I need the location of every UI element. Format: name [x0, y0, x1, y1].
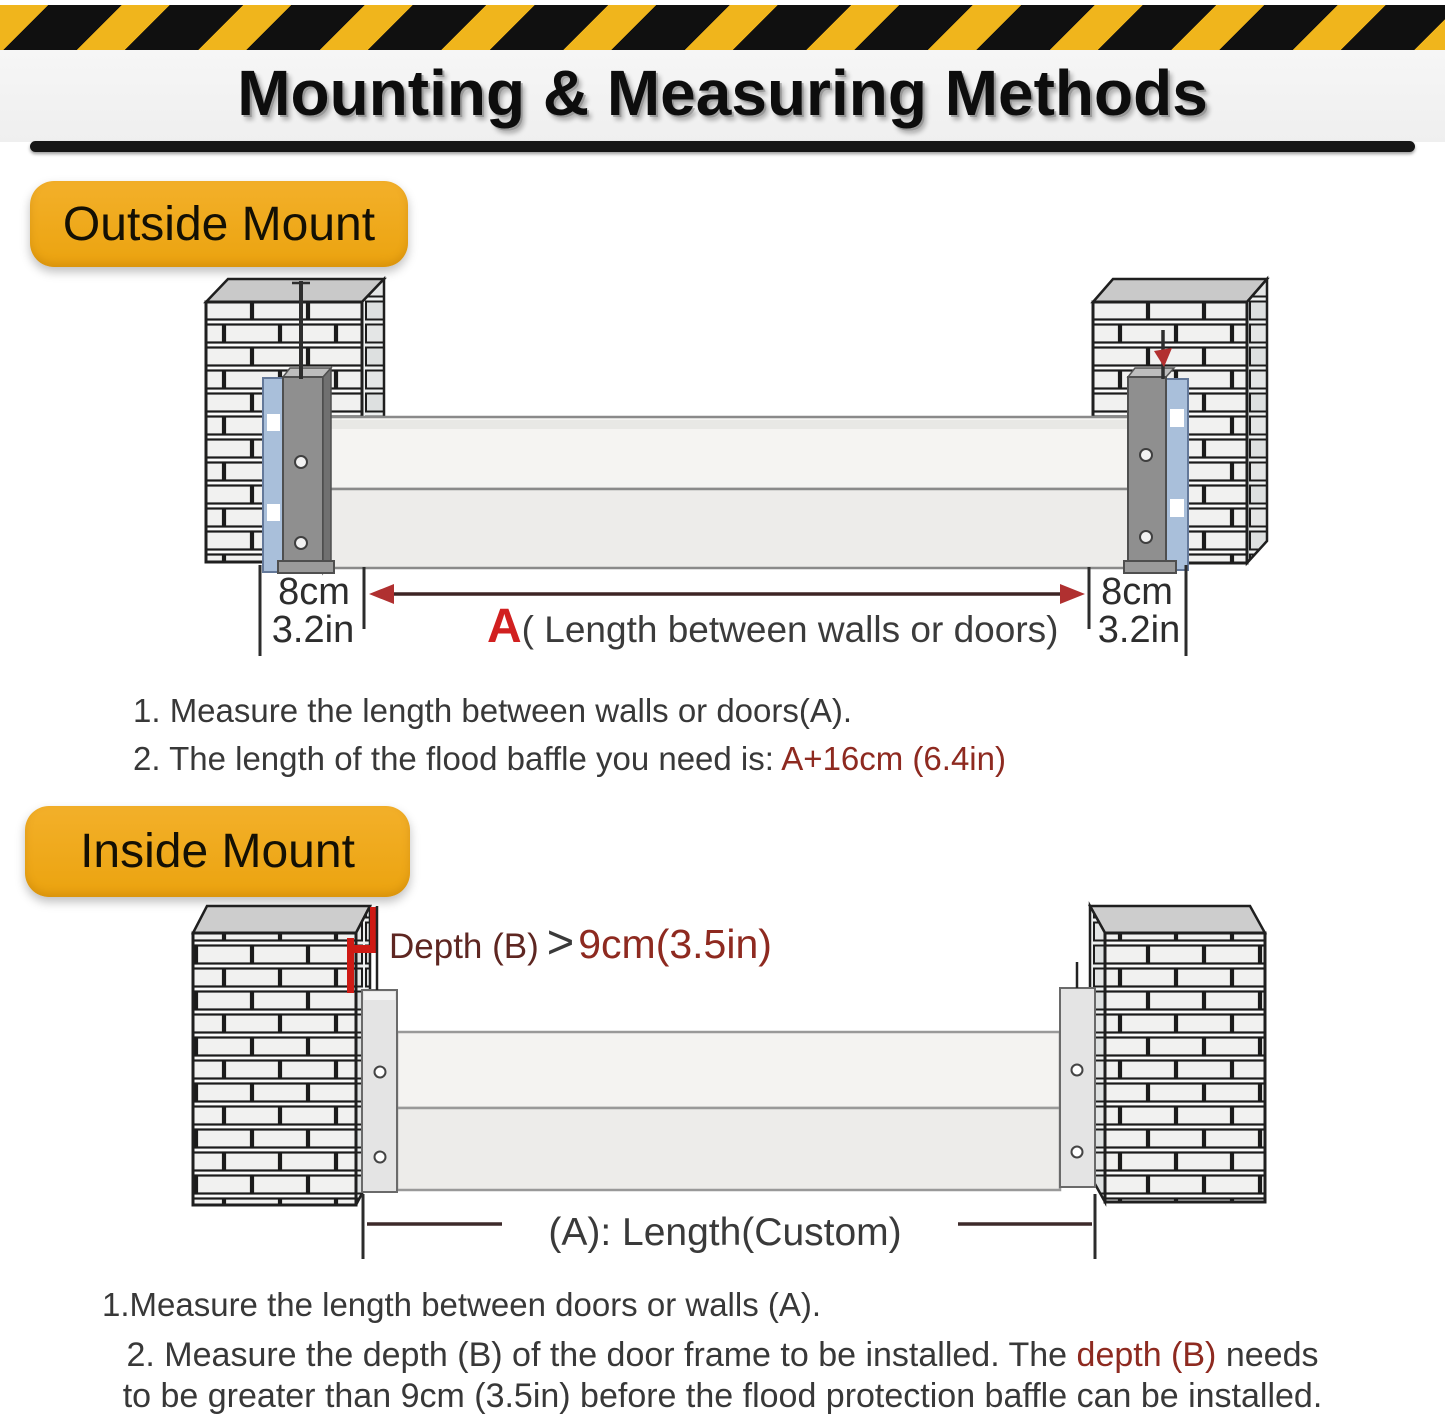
arrowhead-left	[369, 584, 394, 604]
inside-mount-badge	[25, 806, 410, 897]
depth-label: Depth (B)	[389, 927, 539, 966]
depth-value: 9cm(3.5in)	[578, 921, 772, 967]
inside-mount-badge-label: Inside Mount	[80, 825, 355, 878]
screw	[1072, 1147, 1083, 1158]
length-letter: A	[487, 600, 522, 653]
bracket-top-bevel	[1128, 368, 1174, 377]
seal-hole	[267, 504, 280, 521]
screw	[295, 456, 307, 468]
bracket-edge	[323, 368, 331, 573]
inside-step-2-line1	[55, 1335, 1390, 1376]
screw	[375, 1067, 386, 1078]
outside-step-2-formula: A+16cm (6.4in)	[781, 740, 1006, 777]
inside-length-label: (A): Length(Custom)	[548, 1211, 902, 1254]
barrier-board-bottom	[397, 1108, 1060, 1190]
inside-step-2-line2: to be greater than 9cm (3.5in) before the flood protection baffle can be installed.	[122, 1376, 1323, 1415]
page-title: Mounting & Measuring Methods	[237, 57, 1208, 129]
barrier-top-shade	[326, 420, 1130, 429]
flood-barrier-inside	[397, 1032, 1060, 1190]
right-gap-cm-label: 8cm	[1101, 571, 1173, 613]
pillar-top-face	[1090, 906, 1265, 933]
depth-annotation	[389, 914, 772, 969]
flood-barrier-outside	[323, 417, 1133, 568]
outside-step-2-text: 2. The length of the flood baffle you need is:	[133, 740, 782, 777]
outside-mount-badge	[30, 181, 408, 267]
screw	[1140, 449, 1152, 461]
hazard-stripe-band	[0, 5, 1445, 50]
pillar-brick-face	[1105, 933, 1265, 1202]
greater-than-sign: >	[546, 915, 575, 968]
seal-hole	[1170, 499, 1184, 517]
seal-hole	[1170, 409, 1184, 427]
seal-strip	[1166, 379, 1188, 570]
inside-step-2	[55, 1335, 1390, 1417]
inside-step-2-text: 2. Measure the depth (B) of the door frame to be installed. The	[126, 1336, 1077, 1374]
pillar-top-face	[193, 906, 370, 933]
length-annotation	[487, 599, 1058, 654]
arrowhead-right	[1060, 584, 1085, 604]
inside-step-2-text-end: needs	[1216, 1336, 1319, 1374]
pillar-brick-face	[193, 933, 356, 1205]
left-gap-cm-label: 8cm	[278, 571, 350, 613]
inside-left-channel	[362, 990, 397, 1192]
inside-left-pillar	[193, 906, 370, 1205]
seal-hole	[267, 414, 280, 431]
length-label: ( Length between walls or doors)	[521, 609, 1059, 650]
outside-mount-badge-label: Outside Mount	[62, 197, 376, 251]
pillar-top-face	[1093, 279, 1267, 302]
inside-step-2-depth: depth (B)	[1076, 1336, 1217, 1374]
right-gap-inch-label: 3.2in	[1097, 609, 1181, 651]
inside-right-channel	[1060, 962, 1095, 1187]
channel-top-highlight	[364, 992, 395, 1000]
pillar-side-face	[1247, 279, 1267, 563]
barrier-board-top	[397, 1032, 1060, 1108]
screw	[375, 1152, 386, 1163]
screw	[295, 537, 307, 549]
header-divider-bar	[30, 141, 1415, 152]
seal-strip	[263, 378, 283, 572]
left-gap-inch-label: 3.2in	[271, 609, 355, 651]
inside-right-pillar	[1090, 906, 1265, 1202]
outside-step-1: 1. Measure the length between walls or doors(A).	[133, 692, 853, 729]
outside-step-2	[133, 740, 1006, 778]
screw	[1072, 1065, 1083, 1076]
inside-step-1: 1.Measure the length between doors or walls (A).	[102, 1286, 822, 1323]
screw	[1140, 531, 1152, 543]
barrier-board-bottom	[323, 489, 1133, 568]
